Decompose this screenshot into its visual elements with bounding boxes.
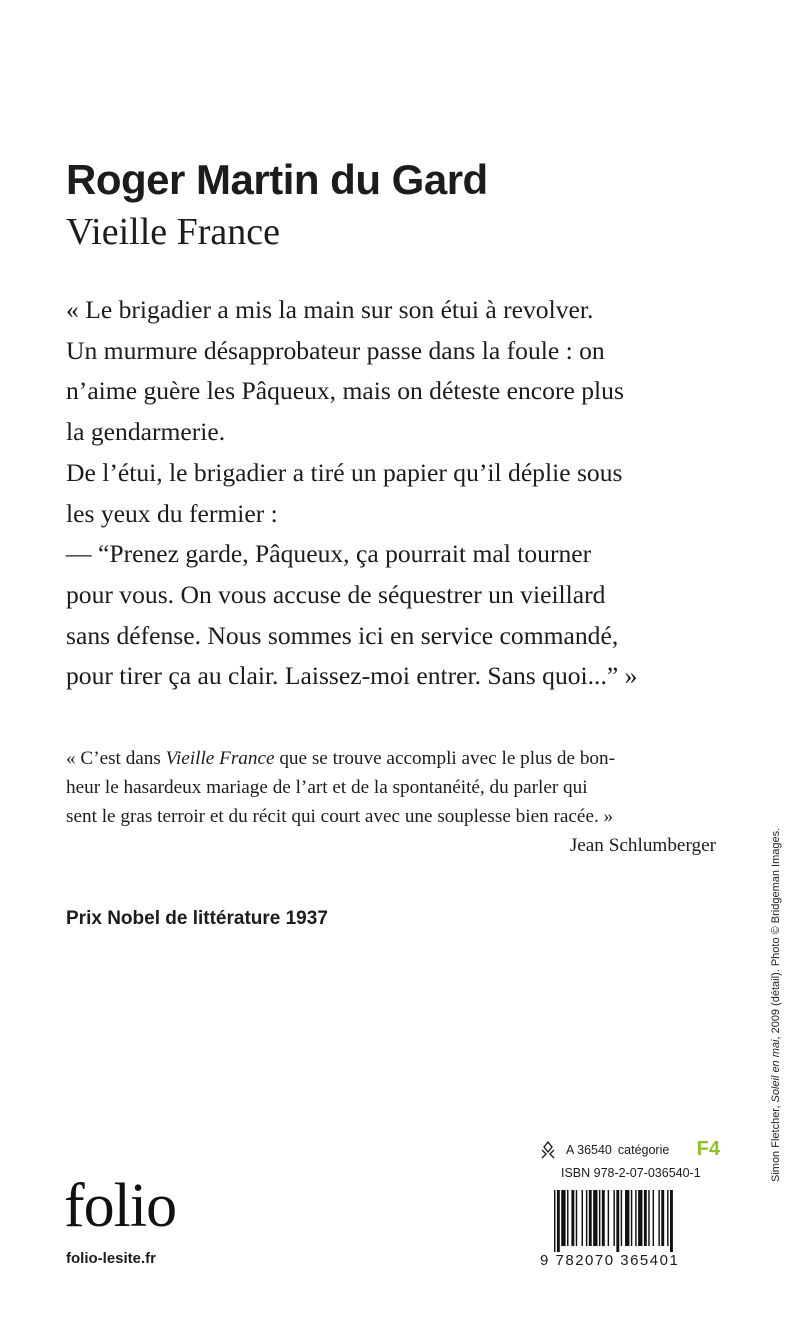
barcode-bar: [635, 1190, 636, 1246]
review-signature: Jean Schlumberger: [569, 835, 716, 856]
category-label: catégorie: [617, 1142, 670, 1157]
barcode-bar: [638, 1190, 642, 1246]
barcode-bar: [602, 1190, 605, 1246]
review-book-title: Vieille France: [165, 748, 275, 769]
review-line: heur le hasardeux mariage de l’art et de la spontanéité, du parler qui: [66, 777, 588, 798]
barcode-bar: [625, 1190, 629, 1246]
barcode-bar: [586, 1190, 587, 1246]
excerpt-line: — “Prenez garde, Pâqueux, ça pourrait mal tourner: [66, 539, 592, 569]
barcode-bar: [554, 1190, 555, 1252]
review-line: [66, 744, 716, 773]
excerpt-line: pour vous. On vous accuse de séquestrer un vieillard: [66, 579, 606, 609]
barcode-bar: [631, 1190, 632, 1246]
barcode-bar: [576, 1190, 577, 1246]
excerpt-line: sans défense. Nous sommes ici en service commandé,: [66, 620, 619, 650]
book-title: Vieille France: [66, 211, 281, 253]
barcode-bar: [670, 1190, 673, 1252]
barcode-bar: [567, 1190, 568, 1246]
excerpt: [66, 290, 637, 697]
barcode-bar: [561, 1190, 565, 1246]
publisher-website: folio-lesite.fr: [66, 1250, 157, 1267]
category-code: F4: [696, 1138, 720, 1160]
barcode-bar: [589, 1190, 592, 1246]
barcode-bar: [648, 1190, 649, 1246]
barcode-bar: [593, 1190, 597, 1246]
barcode-bar: [613, 1190, 614, 1246]
catalog-code: A 36540: [566, 1142, 612, 1157]
excerpt-line: De l’étui, le brigadier a tiré un papier qu’il déplie sous: [66, 457, 623, 487]
folio-logo: folio: [64, 1172, 177, 1240]
excerpt-line: Un murmure désapprobateur passe dans la foule : on: [66, 335, 605, 365]
barcode-bar: [667, 1190, 668, 1246]
barcode-bar: [599, 1190, 600, 1246]
excerpt-line: les yeux du fermier :: [66, 498, 278, 528]
excerpt-line: pour tirer ça au clair. Laissez-moi entrer. Sans quoi...” »: [66, 661, 638, 691]
credit-text: , 2009 (détail). Photo © Bridgeman Images.: [770, 827, 782, 1040]
credit-artwork-title: Soleil en mai: [770, 1039, 782, 1103]
isbn: ISBN 978-2-07-036540-1: [561, 1166, 701, 1180]
barcode-bar: [661, 1190, 664, 1246]
author-name: Roger Martin du Gard: [66, 156, 488, 203]
publisher-symbol-icon: [538, 1140, 558, 1160]
catalog-code-line: [538, 1138, 720, 1161]
barcode-bar: [653, 1190, 654, 1246]
barcode: [540, 1190, 720, 1270]
barcode-bar: [582, 1190, 583, 1246]
barcode-bars: [540, 1190, 720, 1252]
review-text: « C’est dans: [66, 748, 166, 769]
barcode-digits: 9 782070 365401: [540, 1252, 680, 1269]
photo-credit: [770, 828, 782, 1182]
barcode-bar: [608, 1190, 609, 1246]
nobel-prize-note: Prix Nobel de littérature 1937: [66, 908, 328, 929]
review-line: sent le gras terroir et du récit qui court avec une souplesse bien racée. »: [66, 806, 614, 827]
barcode-bar: [621, 1190, 622, 1246]
barcode-bar: [557, 1190, 560, 1252]
excerpt-line: la gendarmerie.: [66, 417, 226, 447]
excerpt-line: n’aime guère les Pâqueux, mais on déteste encore plus: [66, 376, 624, 406]
credit-text: Simon Fletcher,: [770, 1102, 782, 1182]
barcode-bar: [571, 1190, 574, 1246]
review-text: que se trouve accompli avec le plus de bon-: [274, 748, 615, 769]
barcode-bar: [658, 1190, 659, 1246]
barcode-bar: [616, 1190, 619, 1252]
excerpt-line: « Le brigadier a mis la main sur son étui à revolver.: [66, 295, 594, 324]
barcode-bar: [644, 1190, 647, 1246]
review-quote: [66, 744, 716, 860]
